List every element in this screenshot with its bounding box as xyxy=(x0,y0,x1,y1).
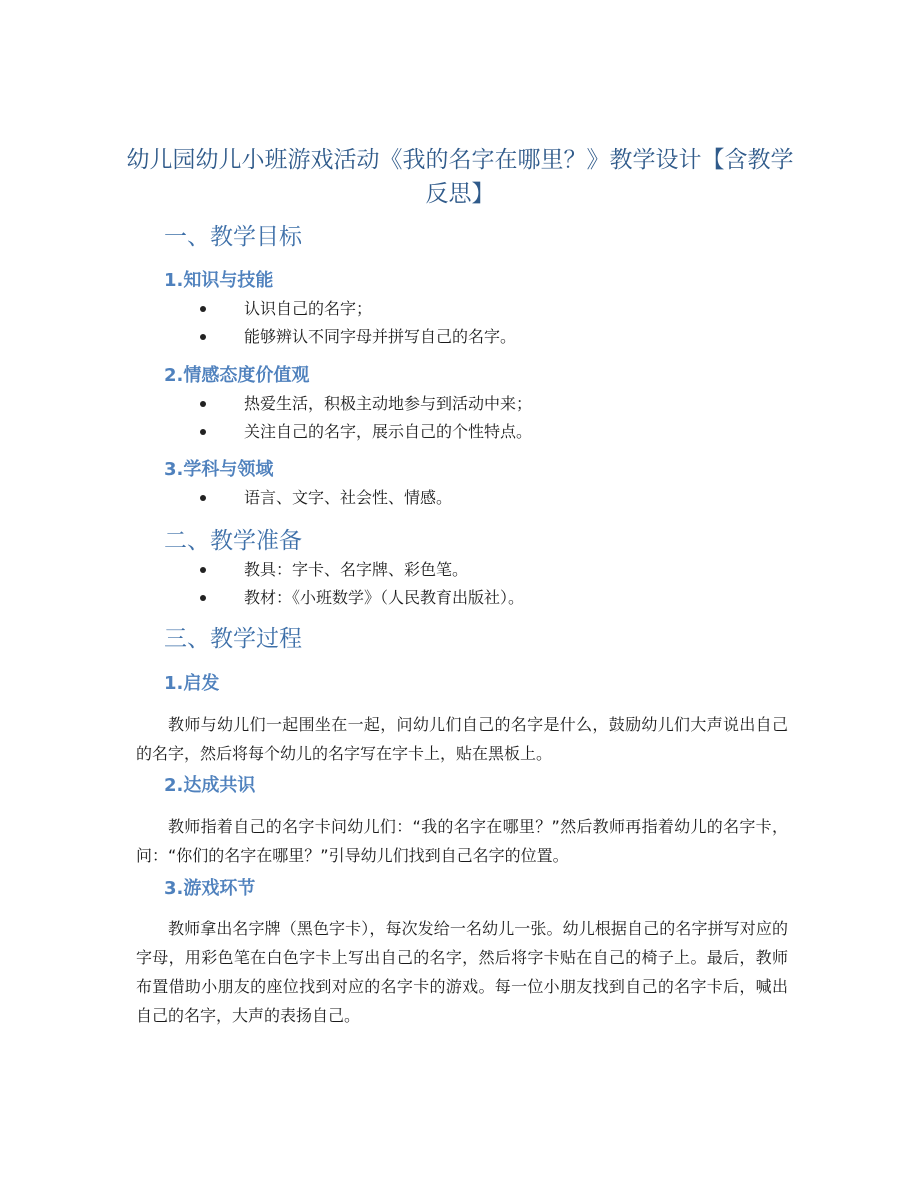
subheading-knowledge: 1.知识与技能 xyxy=(164,270,274,291)
list-item-text: 热爱生活，积极主动地参与到活动中来； xyxy=(244,394,533,413)
list-item-text: 语言、文字、社会性、情感。 xyxy=(244,488,453,507)
paragraph-consensus: 教师指着自己的名字卡问幼儿们：“我的名字在哪里？”然后教师再指着幼儿的名字卡，问：“你们的名字在哪里？”引导幼儿们找到自己名字的位置。 xyxy=(136,817,788,865)
paragraph-game: 教师拿出名字牌（黑色字卡），每次发给一名幼儿一张。幼儿根据自己的名字拼写对应的字母，用彩色笔在白色字卡上写出自己的名字，然后将字卡贴在自己的椅子上。最后，教师布置借助小朋友的座位找到对应的名字卡的游戏。每一位小朋友找到自己的名字卡后，喊出自己的名字，大声的表扬自己。 xyxy=(136,919,788,1025)
list-item-text: 能够辨认不同字母并拼写自己的名字。 xyxy=(244,327,517,346)
section-heading-process: 三、教学过程 xyxy=(164,626,302,652)
subheading-emotion: 2.情感态度价值观 xyxy=(164,365,310,386)
bullet-icon xyxy=(200,401,206,407)
bullet-icon xyxy=(200,334,206,340)
bullet-icon xyxy=(200,595,206,601)
bullet-icon xyxy=(200,429,206,435)
bullet-icon xyxy=(200,567,206,573)
list-item-text: 认识自己的名字； xyxy=(244,299,373,318)
paragraph-inspire: 教师与幼儿们一起围坐在一起，问幼儿们自己的名字是什么，鼓励幼儿们大声说出自己的名字，然后将每个幼儿的名字写在字卡上，贴在黑板上。 xyxy=(136,715,788,763)
subheading-subject: 3.学科与领域 xyxy=(164,459,274,480)
list-item-text: 关注自己的名字，展示自己的个性特点。 xyxy=(244,422,533,441)
list-item-text: 教具：字卡、名字牌、彩色笔。 xyxy=(244,560,469,579)
bullet-icon xyxy=(200,306,206,312)
bullet-icon xyxy=(200,495,206,501)
subheading-inspire: 1.启发 xyxy=(164,673,220,694)
section-heading-goals: 一、教学目标 xyxy=(164,224,302,250)
list-item-text: 教材：《小班数学》（人民教育出版社）。 xyxy=(244,588,525,607)
subheading-consensus: 2.达成共识 xyxy=(164,775,256,796)
document-title: 幼儿园幼儿小班游戏活动《我的名字在哪里？》教学设计【含教学反思】 xyxy=(126,147,794,207)
section-heading-prep: 二、教学准备 xyxy=(164,528,302,554)
subheading-game: 3.游戏环节 xyxy=(164,878,256,899)
